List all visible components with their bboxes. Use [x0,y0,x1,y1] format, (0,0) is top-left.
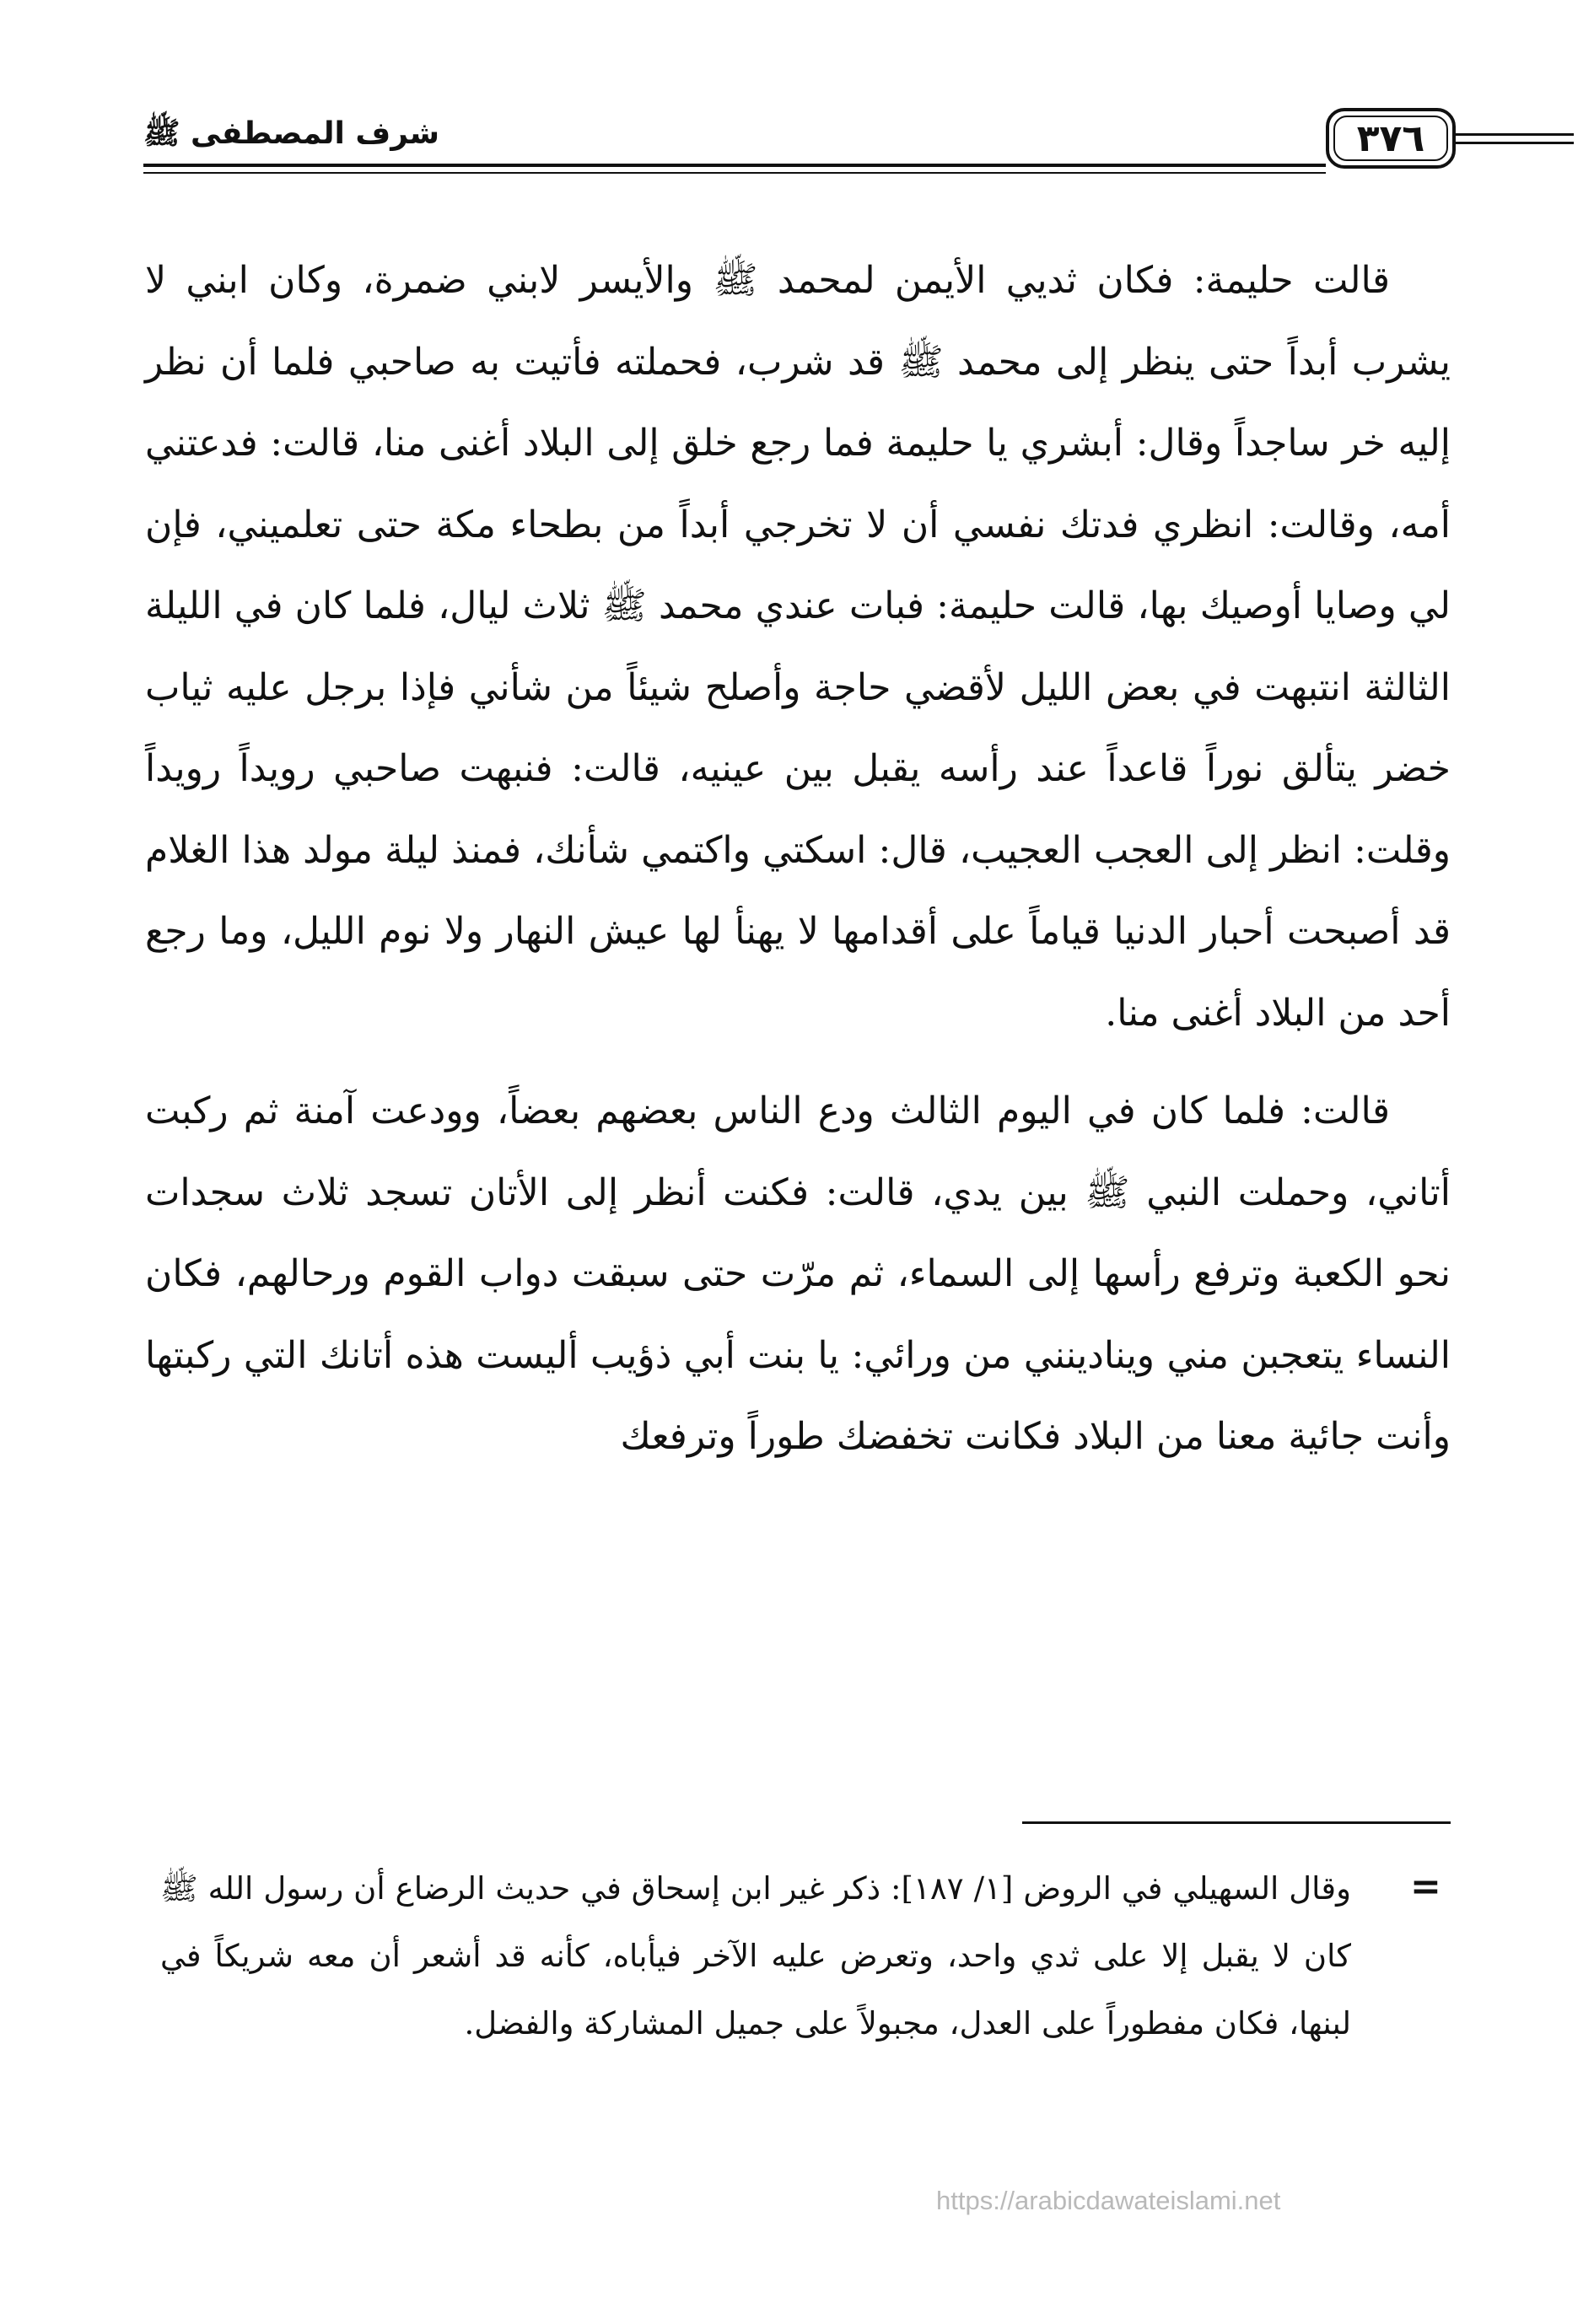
paragraph: قالت حليمة: فكان ثديي الأيمن لمحمد ﷺ والأيسر لابني ضمرة، وكان ابني لا يشرب أبداً حتى ينظر إلى محمد ﷺ قد شرب، فحملته فأتيت به صاحبي فلما أن نظر إليه خر ساجداً وقال: أبشري يا حليمة فما رجع خلق إلى البلاد أغنى منا، قالت: فدعتني أمه، وقالت: انظري فدتك نفسي أن لا تخرجي أبداً من بطحاء مكة حتى تعلميني، فإن لي وصايا أوصيك بها، قالت حليمة: فبات عندي محمد ﷺ ثلاث ليال، فلما كان في الليلة الثالثة انتبهت في بعض الليل لأقضي حاجة وأصلح شيئاً من شأني فإذا برجل عليه ثياب خضر يتألق نوراً قاعداً عند رأسه يقبل بين عينيه، قالت: فنبهت صاحبي رويداً رويداً وقلت: انظر إلى العجب العجيب، قال: اسكتي واكتمي شأنك، فمنذ ليلة مولد هذا الغلام قد أصبحت أحبار الدنيا قياماً على أقدامها لا يهنأ لها عيش النهار ولا نوم الليل، وما رجع أحد من البلاد أغنى منا. [145,259,1451,1035]
footnote-text: وقال السهيلي في الروض [١/ ١٨٧]: ذكر غير ابن إسحاق في حديث الرضاع أن رسول الله ﷺ كان لا يقبل إلا على ثدي واحد، وتعرض عليه الآخر فيأباه، كأنه قد أشعر أن معه شريكاً في لبنها، فكان مفطوراً على العدل، مجبولاً على جميل المشاركة والفضل. [160,1870,1351,2042]
running-head-book-title: شرف المصطفى ﷺ [143,116,440,151]
page-number: ٣٧٦ [1356,116,1425,160]
header-rule-right-bottom [1456,142,1574,144]
watermark-url: https://arabicdawateislami.net [936,2186,1281,2215]
footnote [160,1855,1351,2058]
header-rule-thin [143,172,1326,174]
page-number-frame [1326,108,1456,169]
footnote-continued-mark: = [1410,1865,1441,1908]
page-header [143,108,1455,184]
header-rule-right-top [1456,133,1574,136]
header-rule-thick [143,164,1326,167]
main-text [145,240,1451,1478]
paragraph: قالت: فلما كان في اليوم الثالث ودع الناس بعضهم بعضاً، وودعت آمنة ثم ركبت أتاني، وحملت النبي ﷺ بين يدي، قالت: فكنت أنظر إلى الأتان تسجد ثلاث سجدات نحو الكعبة وترفع رأسها إلى السماء، ثم مرّت حتى سبقت دواب القوم ورحالهم، فكان النساء يتعجبن مني وينادينني من ورائي: يا بنت أبي ذؤيب أليست هذه أتانك التي ركبتها وأنت جائية معنا من البلاد فكانت تخفضك طوراً وترفعك [145,1089,1451,1458]
footnote-separator [1022,1821,1451,1824]
